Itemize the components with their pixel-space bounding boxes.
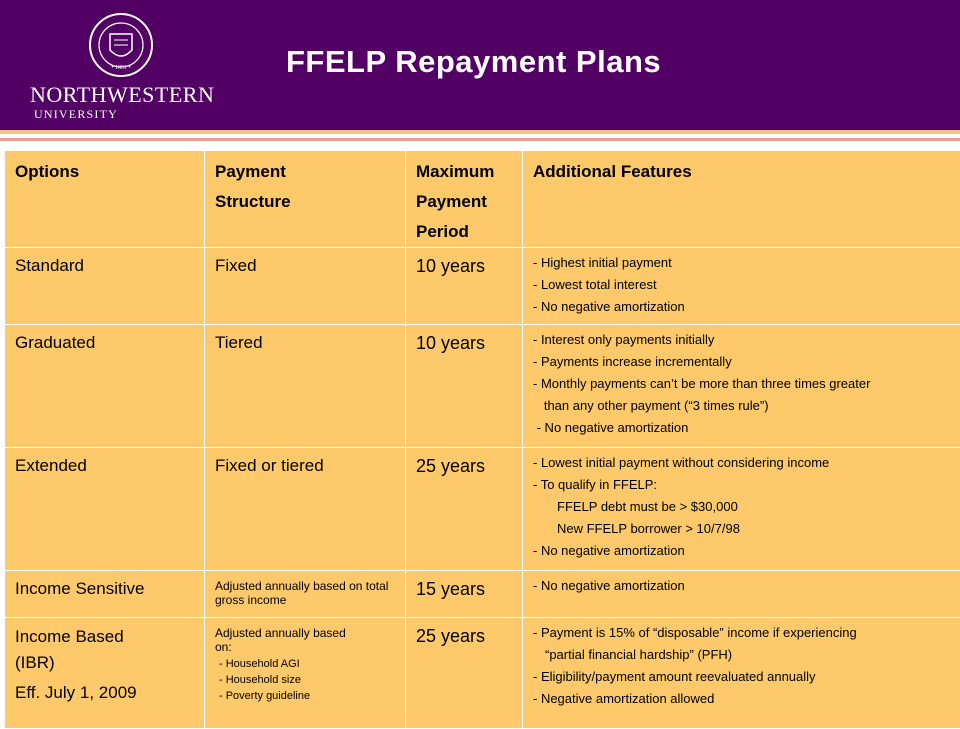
max-period: 10 years bbox=[406, 248, 522, 278]
payment-subitem: - Poverty guideline bbox=[219, 688, 355, 704]
option-name-block bbox=[5, 618, 204, 706]
option-name-line2: (IBR) bbox=[15, 650, 204, 676]
features-list bbox=[523, 618, 960, 712]
max-period: 25 years bbox=[406, 618, 522, 648]
features-list bbox=[523, 325, 960, 441]
feature-item: - Lowest total interest bbox=[533, 274, 960, 296]
feature-item: - Monthly payments can’t be more than three times greater bbox=[533, 373, 960, 395]
page-title: FFELP Repayment Plans bbox=[286, 44, 661, 80]
feature-item: - Payment is 15% of “disposable” income if experiencing bbox=[533, 622, 960, 644]
table-row bbox=[5, 448, 960, 571]
feature-item: - No negative amortization bbox=[533, 296, 960, 318]
payment-structure: Adjusted annually based on total gross income bbox=[205, 571, 405, 607]
feature-item: - No negative amortization bbox=[533, 417, 960, 439]
header-cell-features bbox=[523, 151, 960, 248]
university-logo bbox=[30, 12, 212, 124]
header-options-label: Options bbox=[5, 151, 204, 187]
option-name: Graduated bbox=[5, 325, 204, 355]
option-name: Standard bbox=[5, 248, 204, 278]
payment-structure-block bbox=[205, 618, 405, 704]
feature-item: than any other payment (“3 times rule”) bbox=[533, 395, 960, 417]
header-banner bbox=[0, 0, 960, 130]
feature-subitem: New FFELP borrower > 10/7/98 bbox=[533, 518, 960, 540]
table-row bbox=[5, 325, 960, 448]
table-row bbox=[5, 248, 960, 325]
divider-stripe-salmon bbox=[0, 138, 960, 141]
feature-item: - Highest initial payment bbox=[533, 252, 960, 274]
logo-wordmark: NORTHWESTERN bbox=[30, 84, 212, 106]
university-seal-icon bbox=[88, 12, 154, 78]
features-list bbox=[523, 571, 960, 599]
payment-structure: Adjusted annually based on: bbox=[215, 626, 355, 654]
table-row bbox=[5, 571, 960, 618]
max-period: 10 years bbox=[406, 325, 522, 355]
option-name-line3: Eff. July 1, 2009 bbox=[15, 680, 204, 706]
feature-item: - No negative amortization bbox=[533, 575, 960, 597]
max-period: 15 years bbox=[406, 571, 522, 601]
header-max-line3: Period bbox=[416, 217, 522, 247]
features-list bbox=[523, 448, 960, 564]
feature-item: - Lowest initial payment without considering income bbox=[533, 452, 960, 474]
header-cell-options bbox=[5, 151, 205, 248]
payment-subitem: - Household size bbox=[219, 672, 355, 688]
header-max-line1: Maximum bbox=[416, 157, 522, 187]
header-payment-line2: Structure bbox=[215, 187, 405, 217]
option-name-line1: Income Based bbox=[15, 624, 204, 650]
max-period: 25 years bbox=[406, 448, 522, 478]
feature-subitem: FFELP debt must be > $30,000 bbox=[533, 496, 960, 518]
feature-item: - Payments increase incrementally bbox=[533, 351, 960, 373]
header-cell-max-period bbox=[406, 151, 523, 248]
feature-item: - Interest only payments initially bbox=[533, 329, 960, 351]
payment-structure: Fixed bbox=[205, 248, 405, 278]
features-list bbox=[523, 248, 960, 320]
option-name: Extended bbox=[5, 448, 204, 478]
table-header-row bbox=[5, 151, 960, 248]
header-cell-payment bbox=[205, 151, 406, 248]
repayment-plans-table bbox=[4, 150, 960, 720]
header-payment-line1: Payment bbox=[215, 157, 405, 187]
table-row bbox=[5, 618, 960, 729]
payment-structure: Tiered bbox=[205, 325, 405, 355]
feature-item: - Negative amortization allowed bbox=[533, 688, 960, 710]
feature-item: - No negative amortization bbox=[533, 540, 960, 562]
payment-sub-list bbox=[215, 656, 355, 704]
feature-item: - Eligibility/payment amount reevaluated annually bbox=[533, 666, 960, 688]
payment-structure: Fixed or tiered bbox=[205, 448, 405, 478]
logo-subtext: UNIVERSITY bbox=[34, 107, 216, 122]
payment-subitem: - Household AGI bbox=[219, 656, 355, 672]
option-name: Income Sensitive bbox=[5, 571, 204, 601]
feature-item: “partial financial hardship” (PFH) bbox=[533, 644, 960, 666]
header-max-line2: Payment bbox=[416, 187, 522, 217]
header-features-label: Additional Features bbox=[523, 151, 960, 187]
svg-text:• 1851 •: • 1851 • bbox=[111, 65, 130, 71]
feature-item: - To qualify in FFELP: bbox=[533, 474, 960, 496]
